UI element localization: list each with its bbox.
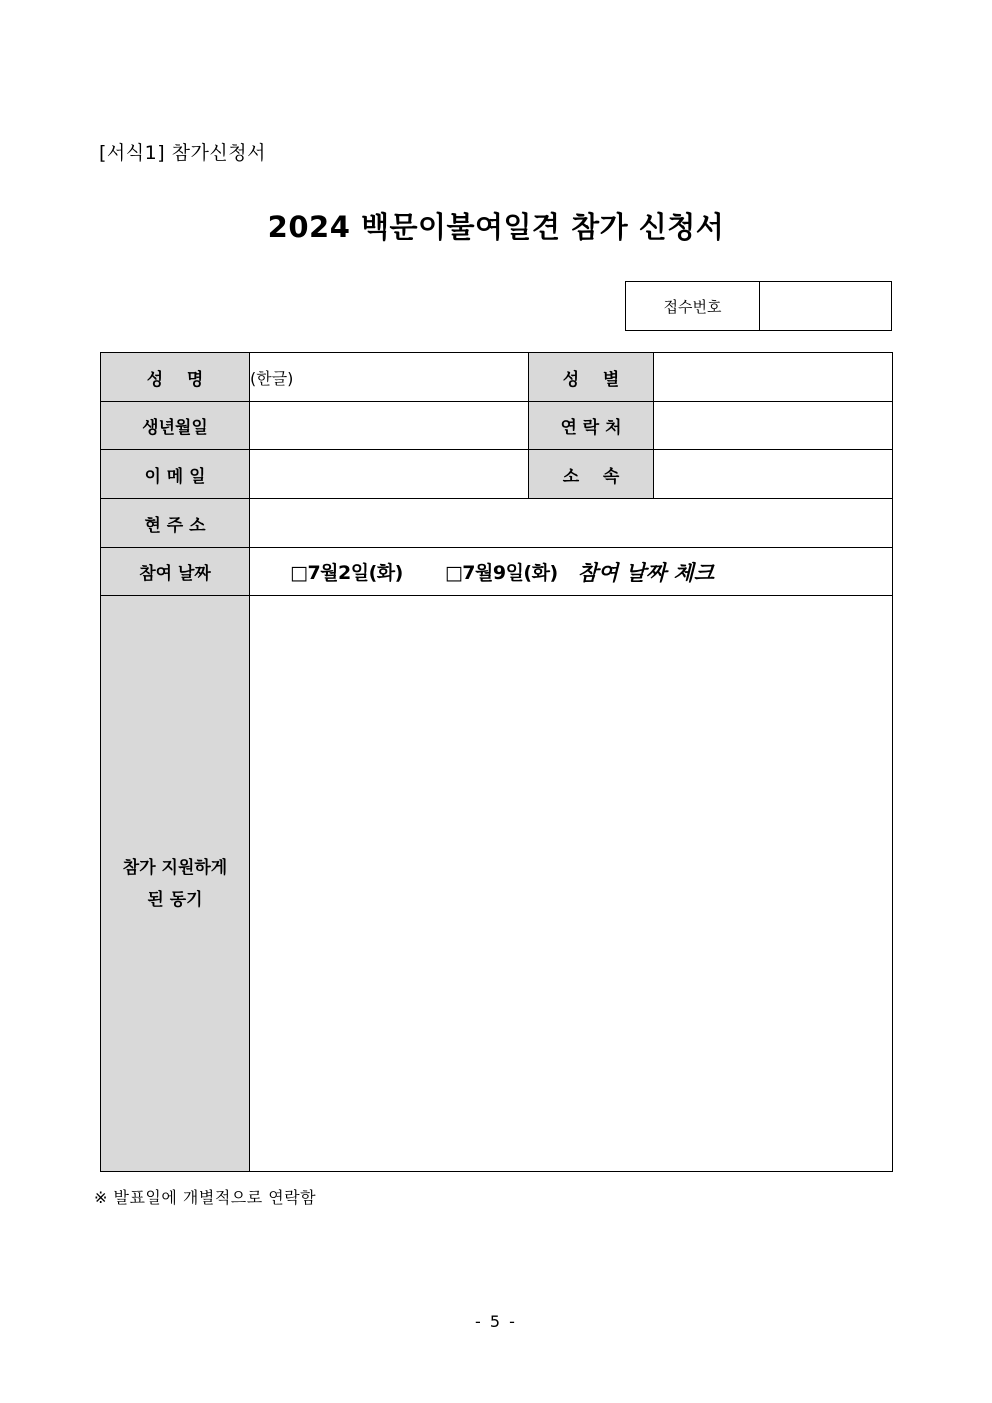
affiliation-field[interactable] [654, 450, 893, 499]
gender-label [529, 353, 654, 402]
page-title: 2024 백문이불여일견 참가 신청서 [267, 210, 725, 244]
table-row [101, 402, 893, 450]
name-label-text: 성 명 [146, 369, 204, 390]
date-check-note: 참여 날짜 체크 [577, 560, 714, 585]
page-number: - 5 - [475, 1312, 517, 1331]
motive-label [101, 596, 250, 1172]
address-label: 현 주 소 [101, 499, 250, 548]
affiliation-label-text: 소 속 [562, 466, 620, 487]
table-row [101, 596, 893, 1172]
affiliation-label [529, 450, 654, 499]
table-row [101, 450, 893, 499]
application-form-table [100, 352, 893, 1172]
table-row [101, 548, 893, 596]
birthdate-label: 생년월일 [101, 402, 250, 450]
date-label: 참여 날짜 [101, 548, 250, 596]
gender-label-text: 성 별 [562, 369, 620, 390]
motive-field[interactable] [250, 596, 893, 1172]
name-label [101, 353, 250, 402]
email-field[interactable] [250, 450, 529, 499]
name-hint: (한글) [250, 368, 294, 388]
table-row [101, 353, 893, 402]
address-field[interactable] [250, 499, 893, 548]
footnote: ※ 발표일에 개별적으로 연락함 [94, 1188, 317, 1207]
receipt-number-box [625, 281, 892, 331]
contact-field[interactable] [654, 402, 893, 450]
form-label: [서식1] 참가신청서 [99, 142, 266, 164]
date-options [250, 548, 893, 596]
date-option-july-2[interactable]: □7월2일(화) [290, 562, 403, 584]
table-row [101, 499, 893, 548]
email-label: 이 메 일 [101, 450, 250, 499]
receipt-number-field[interactable] [760, 282, 891, 330]
contact-label: 연 락 처 [529, 402, 654, 450]
birthdate-field[interactable] [250, 402, 529, 450]
date-option-july-9[interactable]: □7월9일(화) [444, 562, 558, 584]
receipt-number-label: 접수번호 [626, 282, 760, 330]
name-field[interactable] [250, 353, 529, 402]
gender-field[interactable] [654, 353, 893, 402]
motive-label-line2: 된 동기 [147, 889, 203, 910]
motive-label-line1: 참가 지원하게 [122, 857, 228, 878]
